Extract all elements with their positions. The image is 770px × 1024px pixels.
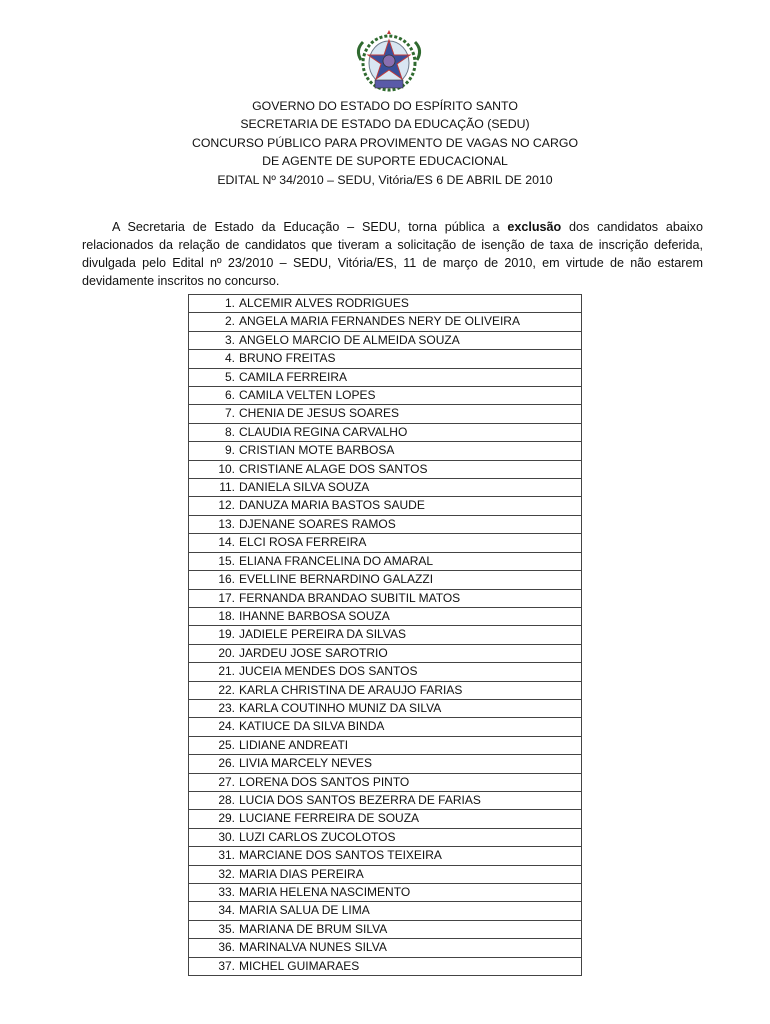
candidate-cell — [189, 497, 582, 515]
candidate-cell — [189, 405, 582, 423]
candidate-number: 10. — [218, 461, 235, 476]
candidate-number: 28. — [218, 792, 235, 807]
candidate-number: 26. — [218, 756, 235, 771]
candidate-number: 12. — [218, 498, 235, 513]
candidate-cell — [189, 828, 582, 846]
candidate-number: 22. — [218, 682, 235, 697]
candidate-cell — [189, 699, 582, 717]
candidate-number: 37. — [218, 958, 235, 973]
candidate-number: 18. — [218, 608, 235, 623]
table-row — [189, 552, 582, 570]
candidate-cell — [189, 423, 582, 441]
table-row — [189, 920, 582, 938]
candidate-name: LORENA DOS SANTOS PINTO — [239, 774, 410, 789]
candidate-cell — [189, 663, 582, 681]
candidate-cell — [189, 847, 582, 865]
candidate-name: KARLA CHRISTINA DE ARAUJO FARIAS — [239, 682, 463, 697]
table-row — [189, 736, 582, 754]
table-row — [189, 331, 582, 349]
table-row — [189, 387, 582, 405]
candidate-name: KATIUCE DA SILVA BINDA — [239, 719, 385, 734]
candidate-number: 5. — [224, 369, 235, 384]
candidate-number: 4. — [224, 351, 235, 366]
intro-paragraph — [82, 218, 703, 291]
candidate-cell — [189, 626, 582, 644]
candidate-number: 1. — [224, 296, 235, 310]
table-row — [189, 828, 582, 846]
candidate-cell — [189, 755, 582, 773]
candidate-number: 14. — [218, 535, 235, 550]
table-row — [189, 773, 582, 791]
candidate-name: LIVIA MARCELY NEVES — [239, 756, 372, 771]
table-row — [189, 699, 582, 717]
candidate-number: 34. — [218, 903, 235, 918]
candidate-cell — [189, 791, 582, 809]
candidate-cell — [189, 350, 582, 368]
candidate-number: 21. — [218, 664, 235, 679]
candidate-cell — [189, 865, 582, 883]
candidate-number: 31. — [218, 848, 235, 863]
table-row — [189, 847, 582, 865]
intro-bold-word: exclusão — [507, 219, 562, 234]
candidate-cell — [189, 902, 582, 920]
candidate-name: CLAUDIA REGINA CARVALHO — [239, 424, 408, 439]
candidate-number: 3. — [224, 332, 235, 347]
candidate-name: MARINALVA NUNES SILVA — [239, 940, 387, 955]
candidate-number: 19. — [218, 627, 235, 642]
table-row — [189, 515, 582, 533]
candidate-cell — [189, 313, 582, 331]
candidate-name: LUCIA DOS SANTOS BEZERRA DE FARIAS — [239, 792, 481, 807]
table-row — [189, 681, 582, 699]
candidate-cell — [189, 552, 582, 570]
table-row — [189, 405, 582, 423]
candidate-name: DJENANE SOARES RAMOS — [239, 516, 396, 531]
candidate-number: 17. — [218, 590, 235, 605]
candidate-cell — [189, 957, 582, 975]
state-coat-of-arms-seal — [351, 30, 427, 96]
table-row — [189, 497, 582, 515]
candidate-name: LIDIANE ANDREATI — [239, 737, 349, 752]
candidate-name: LUCIANE FERREIRA DE SOUZA — [239, 811, 420, 826]
candidate-cell — [189, 534, 582, 552]
candidate-cell — [189, 368, 582, 386]
candidate-number: 35. — [218, 921, 235, 936]
candidate-number: 7. — [224, 406, 235, 421]
candidate-number: 13. — [218, 516, 235, 531]
candidate-cell — [189, 718, 582, 736]
candidate-number: 24. — [218, 719, 235, 734]
candidate-name: DANIELA SILVA SOUZA — [239, 480, 370, 495]
candidate-number: 16. — [218, 572, 235, 587]
table-row — [189, 644, 582, 662]
candidate-number: 8. — [224, 424, 235, 439]
candidate-cell — [189, 442, 582, 460]
candidate-cell — [189, 331, 582, 349]
candidate-number: 36. — [218, 940, 235, 955]
candidate-cell — [189, 773, 582, 791]
candidate-cell — [189, 810, 582, 828]
candidate-number: 30. — [218, 829, 235, 844]
header-government: GOVERNO DO ESTADO DO ESPÍRITO SANTO — [252, 99, 518, 113]
candidate-cell — [189, 736, 582, 754]
table-row — [189, 626, 582, 644]
candidate-cell — [189, 460, 582, 478]
table-row — [189, 865, 582, 883]
candidate-name: CAMILA FERREIRA — [239, 369, 348, 384]
table-row — [189, 791, 582, 809]
candidate-cell — [189, 515, 582, 533]
candidate-name: ANGELO MARCIO DE ALMEIDA SOUZA — [239, 332, 460, 347]
header-position: DE AGENTE DE SUPORTE EDUCACIONAL — [262, 154, 508, 169]
candidate-name: CRISTIAN MOTE BARBOSA — [239, 443, 395, 458]
candidate-cell — [189, 295, 582, 313]
candidate-number: 6. — [224, 388, 235, 403]
table-row — [189, 479, 582, 497]
candidate-name: JARDEU JOSE SAROTRIO — [239, 645, 388, 660]
candidate-number: 25. — [218, 737, 235, 752]
candidate-cell — [189, 681, 582, 699]
candidate-name: BRUNO FREITAS — [239, 351, 336, 366]
document-header — [0, 97, 770, 189]
header-edital: EDITAL Nº 34/2010 – SEDU, Vitória/ES 6 DE ABRIL DE 2010 — [217, 172, 553, 187]
candidate-name: ANGELA MARIA FERNANDES NERY DE OLIVEIRA — [239, 314, 520, 329]
candidate-name: FERNANDA BRANDAO SUBITIL MATOS — [239, 590, 461, 605]
candidate-name: KARLA COUTINHO MUNIZ DA SILVA — [239, 700, 442, 715]
candidate-name: MICHEL GUIMARAES — [239, 958, 360, 973]
candidate-cell — [189, 479, 582, 497]
candidate-number: 2. — [224, 314, 235, 329]
candidate-number: 9. — [224, 443, 235, 458]
table-row — [189, 810, 582, 828]
table-row — [189, 939, 582, 957]
candidate-name: LUZI CARLOS ZUCOLOTOS — [239, 829, 396, 844]
candidate-name: ELIANA FRANCELINA DO AMARAL — [239, 553, 434, 568]
table-row — [189, 884, 582, 902]
table-row — [189, 957, 582, 975]
candidate-name: EVELLINE BERNARDINO GALAZZI — [239, 572, 434, 587]
candidate-number: 23. — [218, 700, 235, 715]
candidate-name: MARIA SALUA DE LIMA — [239, 903, 370, 918]
candidate-number: 29. — [218, 811, 235, 826]
table-row — [189, 313, 582, 331]
candidate-name: JUCEIA MENDES DOS SANTOS — [239, 664, 418, 679]
candidate-cell — [189, 939, 582, 957]
table-row — [189, 423, 582, 441]
table-row — [189, 589, 582, 607]
table-row — [189, 755, 582, 773]
table-row — [189, 350, 582, 368]
table-row — [189, 607, 582, 625]
table-row — [189, 663, 582, 681]
candidate-cell — [189, 589, 582, 607]
header-contest: CONCURSO PÚBLICO PARA PROVIMENTO DE VAGAS NO CARGO — [191, 135, 579, 150]
candidate-number: 32. — [218, 866, 235, 881]
table-row — [189, 442, 582, 460]
table-row — [189, 902, 582, 920]
intro-text-after: dos candidatos abaixo relacionados da relação de candidatos que tiveram a solicitação de isenção de taxa de inscrição deferida, divulgada pelo Edital nº 23/2010 – SEDU, Vitória/ES, 11 de março de 2010, em virtude de não estarem devidamente inscritos no concurso. — [82, 219, 703, 289]
candidate-name: ELCI ROSA FERREIRA — [239, 535, 367, 550]
candidate-name: MARCIANE DOS SANTOS TEIXEIRA — [239, 848, 442, 863]
candidate-name: DANUZA MARIA BASTOS SAUDE — [239, 498, 425, 513]
table-row — [189, 534, 582, 552]
candidate-cell — [189, 884, 582, 902]
table-row — [189, 571, 582, 589]
candidate-name: IHANNE BARBOSA SOUZA — [239, 608, 390, 623]
candidate-number: 27. — [218, 774, 235, 789]
candidate-name: MARIA DIAS PEREIRA — [239, 866, 364, 881]
excluded-candidates-table — [188, 294, 582, 976]
candidate-number: 15. — [218, 553, 235, 568]
candidate-cell — [189, 607, 582, 625]
candidate-number: 33. — [218, 885, 235, 899]
table-row — [189, 368, 582, 386]
candidate-name: JADIELE PEREIRA DA SILVAS — [239, 627, 406, 642]
candidate-number: 20. — [218, 645, 235, 660]
table-row — [189, 295, 582, 313]
candidate-name: CHENIA DE JESUS SOARES — [239, 406, 400, 421]
candidate-name: MARIA HELENA NASCIMENTO — [239, 885, 411, 899]
candidate-cell — [189, 571, 582, 589]
candidate-name: MARIANA DE BRUM SILVA — [239, 921, 388, 936]
header-secretariat: SECRETARIA DE ESTADO DA EDUCAÇÃO (SEDU) — [240, 117, 530, 132]
table-row — [189, 718, 582, 736]
candidate-cell — [189, 644, 582, 662]
candidate-name: ALCEMIR ALVES RODRIGUES — [239, 296, 409, 310]
candidate-cell — [189, 387, 582, 405]
intro-text-before: A Secretaria de Estado da Educação – SEDU, torna pública a — [112, 219, 508, 234]
candidate-number: 11. — [219, 480, 235, 495]
table-row — [189, 460, 582, 478]
candidate-name: CRISTIANE ALAGE DOS SANTOS — [239, 461, 428, 476]
candidate-cell — [189, 920, 582, 938]
candidate-name: CAMILA VELTEN LOPES — [239, 388, 376, 403]
